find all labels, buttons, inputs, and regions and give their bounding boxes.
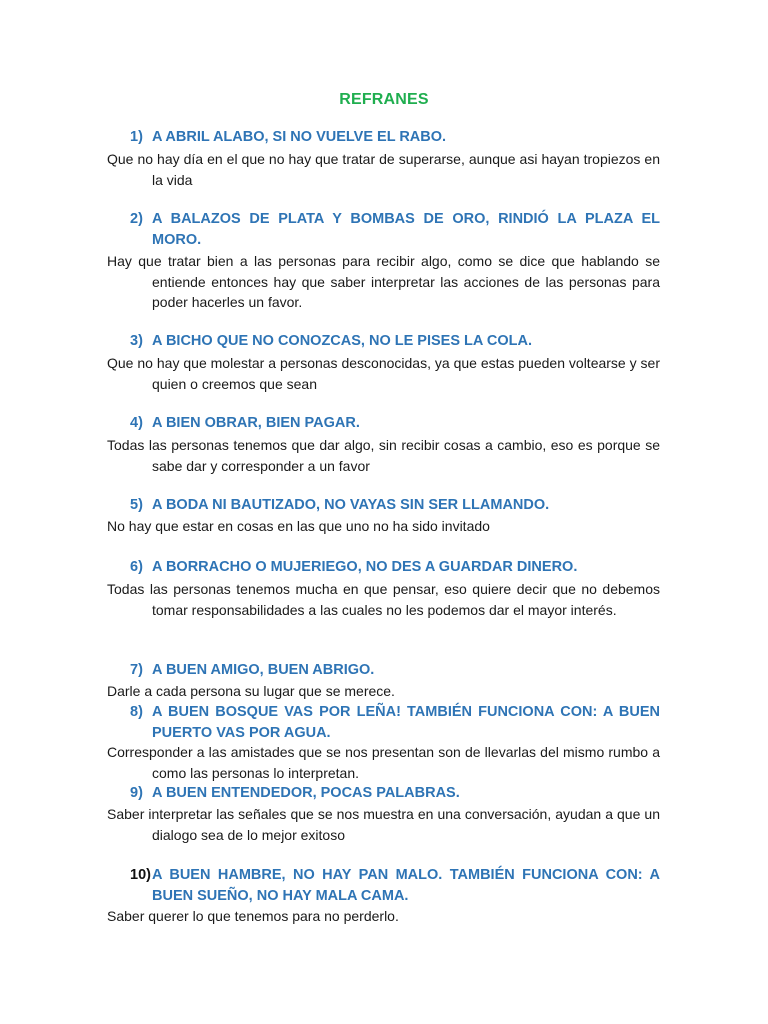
refran-number-6: 6) bbox=[130, 559, 143, 575]
refran-heading-6 bbox=[130, 557, 660, 578]
refran-number-10: 10) bbox=[130, 867, 151, 883]
refran-meaning-8: Corresponder a las amistades que se nos presentan son de llevarlas del mismo rumbo a como las personas lo interpretan. bbox=[107, 744, 660, 781]
refran-text-6: A BORRACHO O MUJERIEGO, NO DES A GUARDAR DINERO. bbox=[152, 559, 578, 575]
refran-text-10: A BUEN HAMBRE, NO HAY PAN MALO. TAMBIÉN FUNCIONA CON: A BUEN SUEÑO, NO HAY MALA CAMA. bbox=[152, 867, 660, 904]
refran-heading-3 bbox=[130, 331, 660, 352]
refran-text-2: A BALAZOS DE PLATA Y BOMBAS DE ORO, RINDIÓ LA PLAZA EL MORO. bbox=[152, 211, 660, 248]
refran-meaning-6: Todas las personas tenemos mucha en que pensar, eso quiere decir que no debemos tomar responsabilidades a las cuales no les podemos dar el mayor interés. bbox=[107, 581, 660, 618]
refran-heading-1 bbox=[130, 127, 660, 148]
refran-meaning-5: No hay que estar en cosas en las que uno no ha sido invitado bbox=[107, 518, 490, 534]
refran-number-1: 1) bbox=[130, 129, 143, 145]
refran-text-9: A BUEN ENTENDEDOR, POCAS PALABRAS. bbox=[152, 785, 460, 801]
refran-heading-7 bbox=[130, 660, 660, 681]
refran-meaning-1: Que no hay día en el que no hay que tratar de superarse, aunque asi hayan tropiezos en la vida bbox=[107, 151, 660, 188]
refran-number-9: 9) bbox=[130, 785, 143, 801]
refran-heading-8 bbox=[130, 702, 660, 744]
refran-heading-4 bbox=[130, 413, 660, 434]
refran-number-7: 7) bbox=[130, 662, 143, 678]
refran-text-8: A BUEN BOSQUE VAS POR LEÑA! TAMBIÉN FUNCIONA CON: A BUEN PUERTO VAS POR AGUA. bbox=[152, 704, 660, 741]
refran-number-4: 4) bbox=[130, 415, 143, 431]
page-title: REFRANES bbox=[339, 91, 429, 108]
refran-number-3: 3) bbox=[130, 333, 143, 349]
refran-text-5: A BODA NI BAUTIZADO, NO VAYAS SIN SER LLAMANDO. bbox=[152, 497, 550, 513]
refran-number-5: 5) bbox=[130, 497, 143, 513]
refran-heading-10 bbox=[130, 865, 660, 907]
refran-number-8: 8) bbox=[130, 704, 143, 720]
refran-meaning-2: Hay que tratar bien a las personas para recibir algo, como se dice que hablando se entiende entonces hay que saber interpretar las acciones de las personas para poder hacerles un favor. bbox=[107, 253, 660, 310]
refran-meaning-9: Saber interpretar las señales que se nos muestra en una conversación, ayudan a que un dialogo sea de lo mejor exitoso bbox=[107, 806, 660, 843]
refran-text-7: A BUEN AMIGO, BUEN ABRIGO. bbox=[152, 662, 375, 678]
refran-heading-9 bbox=[130, 783, 660, 804]
refran-heading-5 bbox=[130, 495, 660, 516]
refran-text-1: A ABRIL ALABO, SI NO VUELVE EL RABO. bbox=[152, 129, 447, 145]
refran-heading-2 bbox=[130, 209, 660, 251]
refran-text-3: A BICHO QUE NO CONOZCAS, NO LE PISES LA COLA. bbox=[152, 333, 532, 349]
refran-meaning-7: Darle a cada persona su lugar que se merece. bbox=[107, 683, 395, 699]
refran-meaning-4: Todas las personas tenemos que dar algo, sin recibir cosas a cambio, eso es porque se sabe dar y corresponder a un favor bbox=[107, 437, 660, 474]
refran-meaning-3: Que no hay que molestar a personas desconocidas, ya que estas pueden voltearse y ser quien o creemos que sean bbox=[107, 355, 660, 392]
refran-meaning-10: Saber querer lo que tenemos para no perderlo. bbox=[107, 908, 399, 924]
refran-number-2: 2) bbox=[130, 211, 143, 227]
refran-text-4: A BIEN OBRAR, BIEN PAGAR. bbox=[152, 415, 360, 431]
